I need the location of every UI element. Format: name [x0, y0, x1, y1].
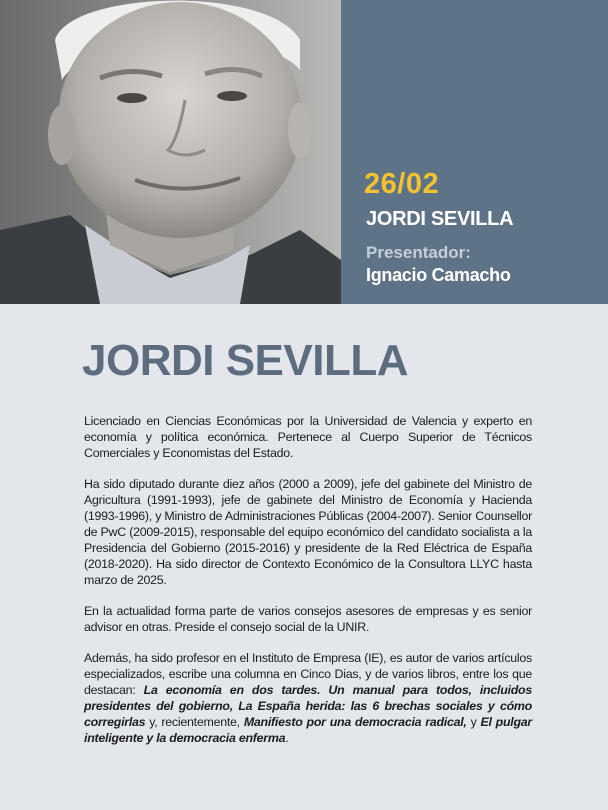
header-panel: [0, 0, 608, 304]
bio-paragraph: [84, 603, 532, 635]
bio-text: y, recientemente,: [145, 715, 244, 729]
biography: [84, 413, 532, 761]
bio-text: En la actualidad forma parte de varios consejos asesores de empresas y es senior advisor en otras. Preside el consejo social de la UNIR.: [84, 604, 532, 634]
speaker-portrait-icon: [0, 0, 341, 304]
event-date: 26/02: [364, 168, 440, 200]
bio-text: Ha sido diputado durante diez años (2000 a 2009), jefe del gabinete del Ministro de Agricultura (1991-1993), jefe de gabinete del Ministro de Economía y Hacienda (1993-1996), y Ministro de Administraciones Públicas (2004-2007). Senior Counsellor de PwC (2009-2015), responsable del equipo económico del candidato socialista a la Presidencia del Gobierno (2015-2016) y presidente de la Red Eléctrica de España (2018-2020). Ha sido director de Contexto Económico de la Consultora LLYC hasta marzo de 2025.: [84, 477, 532, 587]
speaker-name-header: JORDI SEVILLA: [366, 208, 514, 230]
bio-text: Además, ha sido profesor en el Instituto de Empresa (IE), es autor de varios artículos especializados, escribe una columna en Cinco Dias, y de varios libros, entre los que destacan:: [84, 651, 532, 697]
bio-paragraph: [84, 413, 532, 461]
book-title: El pulgar inteligente y la democracia enferma: [84, 715, 532, 745]
book-title: La economía en dos tardes. Un manual para todos, incluidos presidentes del gobierno, La España herida: las 6 brechas sociales y cómo corregirlas: [84, 683, 532, 729]
bio-paragraph: [84, 650, 532, 746]
book-title: Manifiesto por una democracia radical,: [243, 715, 467, 729]
bio-text: y: [466, 715, 481, 729]
bio-text: Licenciado en Ciencias Económicas por la Universidad de Valencia y experto en economía y política económica. Pertenece al Cuerpo Superior de Técnicos Comerciales y Economistas del Estado.: [84, 414, 532, 460]
presenter-label: Presentador:: [366, 243, 471, 262]
page-title: JORDI SEVILLA: [82, 336, 408, 385]
bio-text: .: [285, 731, 289, 745]
presenter-name: Ignacio Camacho: [366, 265, 511, 285]
bio-paragraph: [84, 476, 532, 588]
speaker-photo: [0, 0, 341, 304]
